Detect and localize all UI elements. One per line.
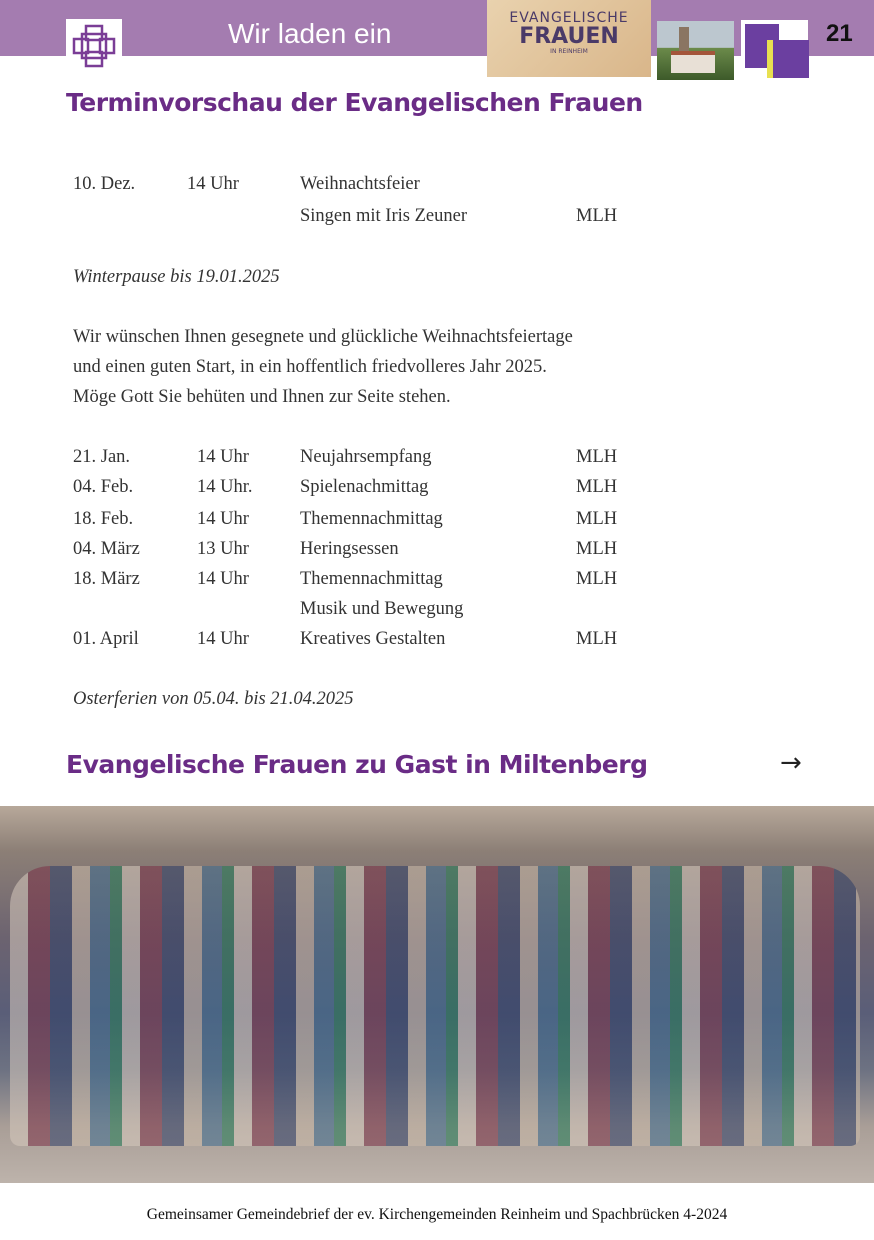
flyer-thumbnail [741, 20, 808, 80]
greeting-line: Wir wünschen Ihnen gesegnete und glückliche Weihnachtsfeiertage [73, 327, 573, 347]
event-title: Spielenachmittag [300, 477, 429, 497]
event-time: 14 Uhr [197, 447, 249, 467]
event-date: 18. Feb. [73, 509, 134, 529]
header-title: Wir laden ein [228, 18, 392, 49]
page-number: 21 [826, 20, 853, 47]
winter-break-note: Winterpause bis 19.01.2025 [73, 267, 280, 287]
event-place: MLH [576, 447, 618, 467]
greeting-line: Möge Gott Sie behüten und Ihnen zur Seite stehen. [73, 387, 451, 407]
event-time: 14 Uhr [187, 174, 239, 194]
event-time: 14 Uhr [197, 629, 249, 649]
event-subtitle: Singen mit Iris Zeuner [300, 206, 467, 226]
event-title: Weihnachtsfeier [300, 174, 420, 194]
logo-line3: IN REINHEIM [550, 48, 588, 55]
logo-line2: FRAUEN [519, 24, 619, 49]
event-place: MLH [576, 509, 618, 529]
event-title: Musik und Bewegung [300, 599, 464, 619]
event-time: 14 Uhr [197, 569, 249, 589]
event-place: MLH [576, 206, 618, 226]
event-place: MLH [576, 477, 618, 497]
event-time: 14 Uhr. [197, 477, 253, 497]
event-date: 21. Jan. [73, 447, 131, 467]
group-photo-miltenberg [0, 806, 874, 1183]
church-cross-logo-icon [66, 19, 122, 73]
event-title: Themennachmittag [300, 569, 443, 589]
event-place: MLH [576, 569, 618, 589]
evangelische-frauen-logo [487, 0, 651, 77]
footer-text: Gemeinsamer Gemeindebrief der ev. Kirchengemeinden Reinheim und Spachbrücken 4-2024 [146, 1206, 728, 1223]
section-title-terminvorschau: Terminvorschau der Evangelischen Frauen [66, 88, 643, 117]
event-date: 01. April [73, 629, 139, 649]
logo-line1: EVANGELISCHE [509, 10, 629, 26]
event-time: 14 Uhr [197, 509, 249, 529]
event-date: 10. Dez. [73, 174, 136, 194]
church-photo [657, 21, 734, 80]
event-date: 04. Feb. [73, 477, 134, 497]
event-title: Heringsessen [300, 539, 399, 559]
event-time: 13 Uhr [197, 539, 249, 559]
greeting-line: und einen guten Start, in ein hoffentlich friedvolleres Jahr 2025. [73, 357, 547, 377]
event-title: Themennachmittag [300, 509, 443, 529]
event-place: MLH [576, 539, 618, 559]
event-title: Kreatives Gestalten [300, 629, 446, 649]
section-title-miltenberg: Evangelische Frauen zu Gast in Miltenberg [66, 750, 648, 779]
arrow-right-icon: → [780, 748, 802, 778]
event-date: 18. März [73, 569, 140, 589]
easter-break-note: Osterferien von 05.04. bis 21.04.2025 [73, 689, 354, 709]
event-place: MLH [576, 629, 618, 649]
event-title: Neujahrsempfang [300, 447, 432, 467]
event-date: 04. März [73, 539, 140, 559]
